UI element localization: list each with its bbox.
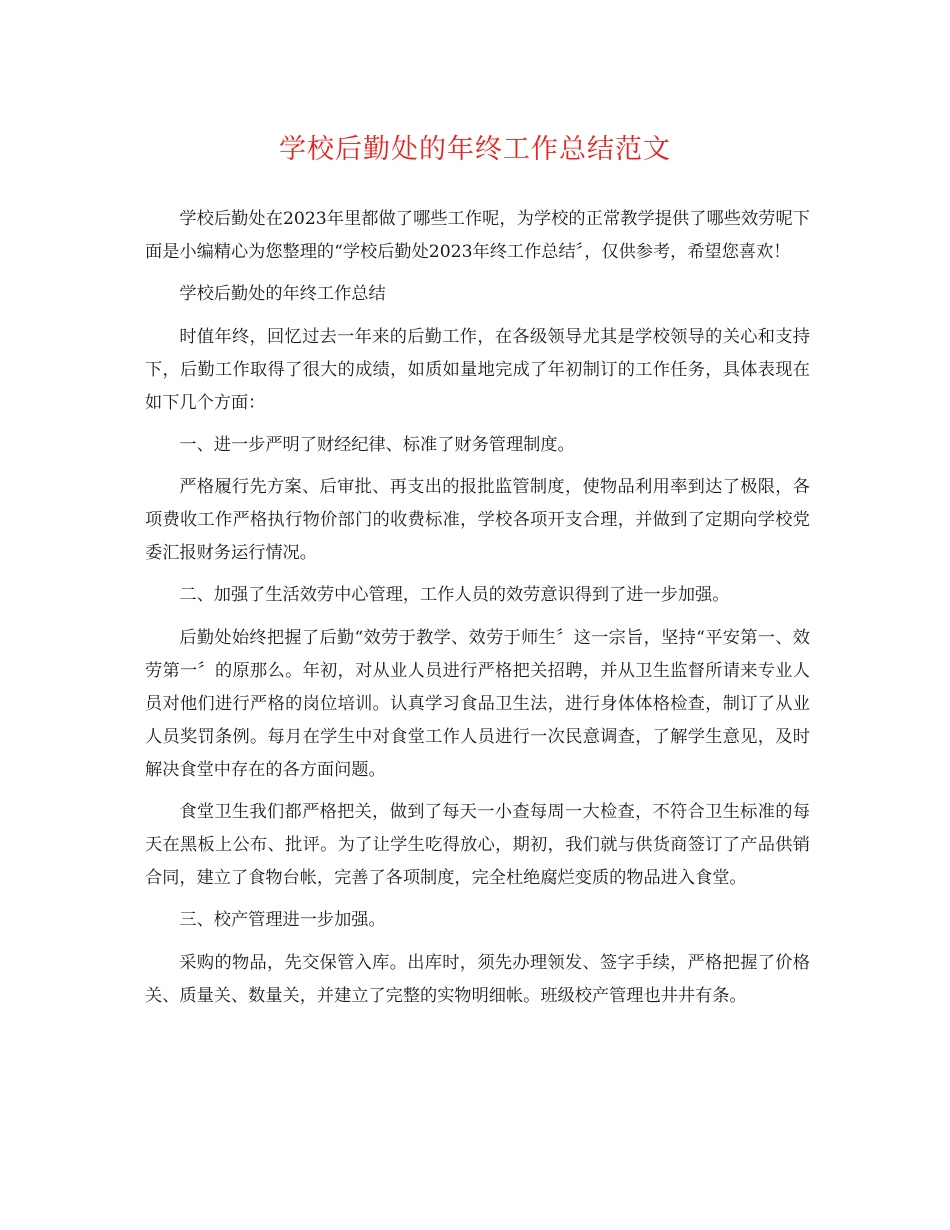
section-heading-finance: 一、进一步严明了财经纪律、标准了财务管理制度。 <box>179 434 575 455</box>
document-body <box>145 203 810 1022</box>
paragraph-finance: 严格履行先方案、后审批、再支出的报批监管制度，使物品利用率到达了极限，各项费收工作严格执行物价部门的收费标准，学校各项开支合理，并做到了定期向学校党委汇报财务运行情况。 <box>145 477 810 564</box>
paragraph-intro: 学校后勤处在2023年里都做了哪些工作呢，为学校的正常教学提供了哪些效劳呢下面是小编精心为您整理的“学校后勤处2023年终工作总结〞，仅供参考，希望您喜欢！ <box>145 209 810 262</box>
document-title: 学校后勤处的年终工作总结范文 <box>279 134 671 165</box>
paragraph-heading: 学校后勤处的年终工作总结 <box>179 284 386 305</box>
paragraph-assets: 采购的物品，先交保管入库。出库时，须先办理领发、签字手续，严格把握了价格关、质量关、数量关，并建立了完整的实物明细帐。班级校产管理也井井有条。 <box>145 952 810 1006</box>
section-heading-assets: 三、校产管理进一步加强。 <box>179 910 386 931</box>
paragraph-overview: 时值年终，回忆过去一年来的后勤工作，在各级领导尤其是学校领导的关心和支持下，后勤工作取得了很大的成绩，如质如量地完成了年初制订的工作任务，具体表现在如下几个方面： <box>145 326 810 413</box>
section-heading-service: 二、加强了生活效劳中心管理，工作人员的效劳意识得到了进一步加强。 <box>179 585 730 606</box>
paragraph-service: 后勤处始终把握了后勤“效劳于教学、效劳于师生〞这一宗旨，坚持“平安第一、效劳第一〞的原那么。年初，对从业人员进行严格把关招聘，并从卫生监督所请来专业人员对他们进行严格的岗位培训。认真学习食品卫生法，进行身体体格检查，制订了从业人员奖罚条例。每月在学生中对食堂工作人员进行一次民意调查，了解学生意见，及时解决食堂中存在的各方面问题。 <box>145 627 810 780</box>
paragraph-canteen: 食堂卫生我们都严格把关，做到了每天一小查每周一大检查，不符合卫生标准的每天在黑板上公布、批评。为了让学生吃得放心，期初，我们就与供货商签订了产品供销合同，建立了食物台帐，完善了各项制度，完全杜绝腐烂变质的物品进入食堂。 <box>145 802 810 889</box>
